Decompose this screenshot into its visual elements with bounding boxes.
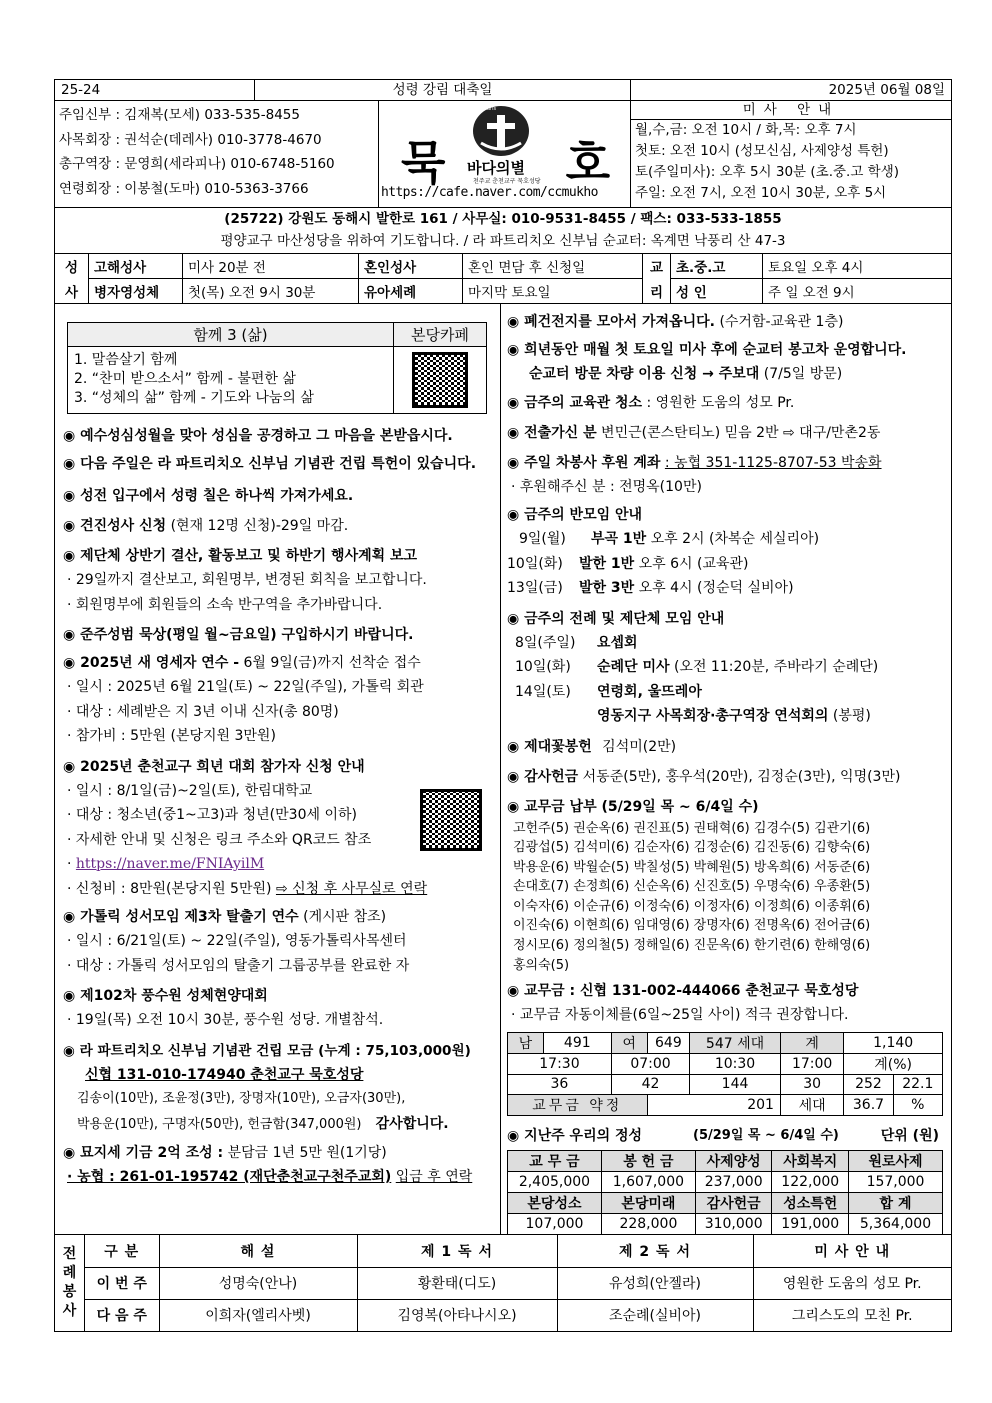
- lm-group: 연령회, 울뜨레아: [597, 683, 702, 700]
- census-total-label: 계: [780, 1032, 843, 1053]
- sac-confession-label: 고해성사: [89, 254, 182, 279]
- logo-char-left: 묵: [401, 136, 446, 190]
- issue-number: 25-24: [55, 80, 255, 100]
- offering-value: 122,000: [772, 1171, 849, 1192]
- jubilee-sub-1: · 일시 : 8/1일(금)~2일(토), 한림대학교: [67, 782, 313, 799]
- pledge-label: 교무금 약정: [508, 1094, 648, 1115]
- dues-line: 손대호(7) 손정희(6) 신순옥(6) 신진호(5) 우명숙(6) 우종환(5): [513, 879, 871, 895]
- transfer-text: 변민근(콘스탄티노) 믿음 2반 ⇨ 대구/만촌2동: [601, 424, 881, 441]
- roster-cell: 그리스도의 모친 Pr.: [753, 1299, 951, 1331]
- notice-pungsuwon: ◉ 제102차 풍수원 성체현양대회: [63, 984, 494, 1008]
- edu-adult-time: 주 일 오전 9시: [768, 284, 855, 301]
- pledge-percent-unit: %: [893, 1094, 942, 1115]
- mass-line-sunday: 주일: 오전 7시, 오전 10시 30분, 오후 5시: [635, 185, 887, 201]
- roster-side-1: 전: [62, 1246, 77, 1262]
- notice-liturgy-meetings: ◉ 금주의 전례 및 제단체 모임 안내: [507, 607, 945, 631]
- thanks-heading: 감사헌금: [524, 768, 579, 785]
- roster-cell: 이희자(엘리사벳): [159, 1299, 357, 1331]
- edu-label-2: 리: [649, 284, 664, 301]
- jubilee-sub-2: · 대상 : 청소년(중1~고3)과 청년(만30세 이하): [67, 807, 357, 823]
- dues-line: 정시모(6) 정의철(5) 정해일(6) 진문옥(6) 한기련(6) 한해영(6): [513, 938, 871, 954]
- prayer-line: 평양교구 마산성당을 위하여 기도합니다. / 라 파트리치오 신부님 순교터: 옥계면 낙풍리 산 47-3: [220, 233, 786, 249]
- lm-note: (오전 11:20분, 주바라기 순례단): [673, 659, 879, 675]
- roster-header: 제 2 독 서: [557, 1235, 753, 1267]
- report-sub-1: · 29일까지 결산보고, 회원명부, 변경된 회칙을 보고합니다.: [67, 572, 427, 588]
- notice-meetings: ◉ 금주의 반모임 안내: [507, 503, 945, 527]
- flowers-heading: 제대꽃봉헌: [524, 738, 592, 755]
- cleaning-heading: 금주의 교육관 청소: [524, 394, 643, 411]
- lm-group: 요셉회: [597, 634, 638, 651]
- roster-cell: 영원한 도움의 성모 Pr.: [753, 1267, 951, 1299]
- mass-line-weekday: 월,수,금: 오전 10시 / 화,목: 오후 7시: [635, 122, 857, 138]
- together-line-3: 3. “성체의 삶” 함께 - 기도와 나눔의 삶: [74, 390, 314, 406]
- meeting-day: 10일(화): [507, 555, 563, 572]
- mass-line-sat: 토(주일미사): 오후 5시 30분 (초.중.고 학생): [635, 164, 899, 180]
- lm-note: (봉평): [832, 708, 871, 724]
- roster-side-4: 사: [62, 1303, 77, 1319]
- census-male: 491: [543, 1032, 611, 1053]
- meeting-time: 오후 6시 (교육관): [638, 555, 749, 572]
- mass-title: 미사 안내: [631, 101, 951, 120]
- contact-district: 총구역장 : 문영희(세라피나) 010-6748-5160: [59, 156, 335, 172]
- census-female-label: 여: [611, 1032, 647, 1053]
- offering-header: 본당성소: [508, 1192, 602, 1213]
- contact-funeral: 연령회장 : 이봉철(도마) 010-5363-3766: [59, 180, 309, 197]
- offering-value: 191,000: [772, 1213, 849, 1234]
- meeting-group: 발한 1반: [579, 555, 635, 572]
- logo-name: 바다의별: [467, 159, 525, 177]
- offering-header: 합 계: [849, 1192, 943, 1213]
- sac-infant-label: 유아세례: [364, 284, 417, 301]
- dues-autopay: · 교무금 자동이체를(6일~25일 사이) 적극 권장합니다.: [511, 1007, 849, 1024]
- parish-logo: [379, 101, 631, 207]
- notice-sacred-heart: ◉ 예수성심성월을 맞아 성심을 공경하고 그 마음을 본받읍시다.: [63, 424, 494, 448]
- lm-day: 14일(토): [515, 683, 571, 700]
- sac-marriage-label: 혼인성사: [359, 254, 462, 279]
- together-box: [67, 322, 487, 414]
- edu-label-1: 교: [649, 260, 664, 277]
- census-table: [507, 1032, 943, 1116]
- offering-header: 교 무 금: [508, 1150, 602, 1171]
- mass-schedule: [631, 101, 951, 207]
- thanks-text: 서동준(5만), 홍우석(20만), 김정순(3만), 익명(3만): [582, 768, 901, 785]
- jubilee-link[interactable]: https://naver.me/FNIAyilM: [75, 856, 265, 872]
- roster-header: 구 분: [85, 1235, 159, 1267]
- offering-header: 사제양성: [695, 1150, 772, 1171]
- jubilee-contact: ⇨ 신청 후 사무실로 연락: [275, 880, 428, 897]
- confirmation-heading: 견진성사 신청: [80, 518, 167, 534]
- pledge-unit: 세대: [780, 1094, 843, 1115]
- notice-seven-gifts: ◉ 성전 입구에서 성령 칠은 하나씩 가져가세요.: [63, 484, 494, 508]
- offering-value: 228,000: [601, 1213, 695, 1234]
- notice-confirmation: [63, 514, 494, 538]
- notice-dues-account: ◉ 교무금 : 신협 131-002-444066 춘천교구 묵호성당: [507, 979, 945, 1003]
- battery-heading: 폐건전지를 모아서 가져옵니다.: [524, 314, 715, 330]
- flowers-text: 김석미(2만): [602, 738, 677, 755]
- sacrament-label-1: 성: [64, 260, 79, 277]
- sac-confession-time: 미사 20분 전: [183, 254, 358, 279]
- battery-text: (수거함-교육관 1층): [719, 314, 844, 330]
- cemetery-heading: 묘지세 기금 2억 조성 :: [80, 1145, 224, 1161]
- address-bar: [55, 208, 951, 254]
- pledge-percent: 36.7: [844, 1094, 893, 1115]
- together-title: 함께 3 (삶): [68, 323, 394, 346]
- census-mass-1730: 17:30: [508, 1053, 612, 1074]
- notice-memorial: ◉ 다음 주일은 라 파트리치오 신부님 기념관 건립 특헌이 있습니다.: [63, 452, 494, 476]
- liturgy-meeting-list: [507, 631, 945, 729]
- offering-header: 사회복지: [772, 1150, 849, 1171]
- jubilee-bullet: ·: [67, 856, 76, 872]
- notice-shuttle: ◉ 희년동안 매월 첫 토요일 미사 후에 순교터 봉고차 운영합니다.: [507, 338, 945, 362]
- bible-sub-1: · 일시 : 6/21일(토) ~ 22일(주일), 영동가톨릭사목센터: [67, 933, 407, 949]
- roster-cell: 김영복(아타나시오): [357, 1299, 557, 1331]
- bulletin: [54, 79, 952, 1332]
- offering-value: 5,364,000: [849, 1213, 943, 1234]
- logo-motto: Stella Maris: [467, 106, 497, 112]
- roster-cell: 유성희(안젤라): [557, 1267, 753, 1299]
- offering-value: 237,000: [695, 1171, 772, 1192]
- edu-youth-label: 초.중.고: [671, 254, 762, 279]
- fundraising-account: 신협 131-010-174940 춘천교구 묵호성당: [85, 1066, 364, 1083]
- census-mass-1700: 17:00: [780, 1053, 843, 1074]
- roster-cell: 황환태(디도): [357, 1267, 557, 1299]
- lm-day: 8일(주일): [515, 634, 576, 651]
- header-bar: [55, 80, 951, 101]
- right-column: [501, 304, 951, 1234]
- cafe-qr-code[interactable]: [412, 352, 468, 408]
- car-donor: · 후원해주신 분 : 전명옥(10만): [511, 478, 702, 495]
- meeting-group: 발한 3반: [579, 580, 635, 596]
- sacrament-table: [55, 254, 951, 304]
- cemetery-tail: 입금 후 연락: [395, 1169, 473, 1185]
- meeting-day: 13일(금): [507, 580, 563, 596]
- masthead: [55, 101, 951, 208]
- pungsuwon-sub: · 19일(목) 오전 10시 30분, 풍수원 성당. 개별참석.: [67, 1012, 384, 1028]
- lm-day: 10일(화): [515, 659, 571, 675]
- census-male-label: 남: [508, 1032, 544, 1053]
- edu-adult-label: 성 인: [676, 284, 707, 301]
- left-column: [55, 304, 501, 1234]
- roster-side-3: 봉: [62, 1284, 77, 1300]
- bible-sub-2: · 대상 : 가톨릭 성서모임의 탈출기 그룹공부를 완료한 자: [67, 957, 410, 974]
- census-count-0700: 42: [611, 1074, 689, 1094]
- contact-list: [55, 101, 379, 207]
- dues-line: 이진숙(6) 이현희(6) 임대영(6) 장명자(6) 전명옥(6) 전어금(6): [513, 918, 871, 934]
- offering-header: 본당미래: [601, 1192, 695, 1213]
- confirmation-text: (현재 12명 신청)-29일 마감.: [170, 518, 349, 534]
- meeting-list: [507, 527, 945, 601]
- offering-header: 원로사제: [849, 1150, 943, 1171]
- together-line-2: 2. “찬미 받으소서” 함께 - 불편한 삶: [74, 371, 296, 387]
- mass-line-first-sat: 첫토: 오전 10시 (성모신심, 사제양성 특헌): [635, 143, 889, 159]
- car-heading: 주일 차봉사 후원 계좌: [524, 454, 661, 471]
- roster-cell: 조순례(실비아): [557, 1299, 753, 1331]
- meeting-time: 오후 2시 (차복순 세실리아): [650, 531, 820, 547]
- roster-week: 이 번 주: [85, 1267, 159, 1299]
- cafe-label: 본당카페: [411, 326, 469, 344]
- cleaning-text: : 영원한 도움의 성모 Pr.: [646, 394, 795, 411]
- jubilee-sub-3: · 자세한 안내 및 신청은 링크 주소와 QR코드 참조: [67, 831, 372, 848]
- census-households: 547 세대: [690, 1032, 781, 1053]
- offering-value: 107,000: [508, 1213, 602, 1234]
- fundraising-thanks: 감사합니다.: [375, 1115, 449, 1132]
- census-count-1730: 36: [508, 1074, 612, 1094]
- roster-cell: 성명숙(안나): [159, 1267, 357, 1299]
- offering-value: 1,607,000: [601, 1171, 695, 1192]
- bible-heading: 가톨릭 성서모임 제3차 탈출기 연수: [80, 909, 299, 925]
- neophyte-sub-2: · 대상 : 세례받은 지 3년 이내 신자(총 80명): [67, 703, 339, 720]
- edu-youth-time: 토요일 오후 4시: [763, 254, 951, 279]
- sacrament-label-2: 사: [64, 284, 79, 301]
- meeting-group: 부곡 1반: [591, 531, 647, 547]
- dues-names: [507, 819, 945, 976]
- together-line-1: 1. 말씀살기 함께: [74, 352, 178, 368]
- offering-unit: 단위 (원): [880, 1127, 939, 1144]
- dues-line: 이숙자(6) 이순규(6) 이정숙(6) 이정자(6) 이정희(6) 이종휘(6): [513, 898, 871, 914]
- fundraising-donors-2: 박용운(10만), 구명자(50만), 헌금함(347,000원): [77, 1116, 362, 1132]
- offering-header: 성소특헌: [772, 1192, 849, 1213]
- jubilee-fee: · 신청비 : 8만원(본당지원 5만원): [67, 880, 272, 897]
- lm-group: 영동지구 사목회장·총구역장 연석회의: [597, 708, 829, 724]
- meeting-row: [507, 576, 945, 601]
- meeting-row: [507, 552, 945, 577]
- neophyte-heading: 2025년 새 영세자 연수 -: [80, 655, 240, 671]
- neophyte-sub-1: · 일시 : 2025년 6월 21일(토) ~ 22일(주일), 가톨릭 회관: [67, 679, 424, 695]
- bible-text: (게시판 참조): [303, 909, 387, 925]
- offering-value: 157,000: [849, 1171, 943, 1192]
- offering-table: [507, 1150, 943, 1235]
- roster-header: 해 설: [159, 1235, 357, 1267]
- offering-header: 감사헌금: [695, 1192, 772, 1213]
- feast-title: 성령 강림 대축일: [255, 80, 631, 100]
- neophyte-text: 6월 9일(금)까지 선착순 접수: [243, 655, 421, 671]
- lm-group: 순례단 미사: [597, 659, 670, 675]
- census-mass-0700: 07:00: [611, 1053, 689, 1074]
- jubilee-qr-code[interactable]: [420, 789, 482, 851]
- offering-header: 봉 헌 금: [601, 1150, 695, 1171]
- fundraising-donors-1: 김송이(10만), 조윤정(3만), 장명자(10만), 오금자(30만),: [77, 1091, 406, 1106]
- offering-heading: [507, 1126, 945, 1146]
- notice-dues: ◉ 교무금 납부 (5/29일 목 ~ 6/4일 수): [507, 795, 945, 819]
- census-count-1700: 30: [780, 1074, 843, 1094]
- notice-imitation: ◉ 준주성범 묵상(평일 월~금요일) 구입하시기 바랍니다.: [63, 623, 494, 647]
- roster-side-2: 례: [62, 1265, 77, 1281]
- census-mass-1030: 10:30: [690, 1053, 781, 1074]
- liturgy-roster: [55, 1235, 951, 1331]
- dues-line: 홍의숙(5): [513, 957, 570, 973]
- census-female: 649: [647, 1032, 690, 1053]
- address-line: (25722) 강원도 동해시 발한로 161 / 사무실: 010-9531-8455 / 팩스: 033-533-1855: [224, 211, 782, 227]
- cemetery-account: · 농협 : 261-01-195742 (재단춘천교구천주교회): [67, 1169, 392, 1185]
- logo-parish: 천주교 춘천교구 묵호성당: [473, 178, 541, 185]
- roster-header: 미 사 안 내: [753, 1235, 951, 1267]
- census-total: 1,140: [844, 1032, 943, 1053]
- sac-marriage-time: 혼인 면담 후 신청일: [463, 254, 642, 279]
- census-attendance-label: 계(%): [844, 1053, 943, 1074]
- offering-value: 310,000: [695, 1213, 772, 1234]
- meeting-day: 9일(월): [519, 531, 566, 547]
- notice-jubilee: ◉ 2025년 춘천교구 희년 대회 참가자 신청 안내: [63, 755, 494, 779]
- contact-pastor: 주임신부 : 김재복(모세) 033-535-8455: [59, 107, 300, 123]
- census-count-1030: 144: [690, 1074, 781, 1094]
- census-count-total: 252: [844, 1074, 893, 1094]
- logo-char-right: 호: [565, 136, 610, 190]
- pledge-count: 201: [647, 1094, 780, 1115]
- notice-report: ◉ 제단체 상반기 결산, 활동보고 및 하반기 행사계획 보고: [63, 544, 494, 568]
- stella-maris-emblem: [471, 105, 531, 157]
- shuttle-sub: 순교터 방문 차량 이용 신청 → 주보대: [529, 366, 760, 382]
- car-account: : 농협 351-1125-8707-53 박송화: [664, 454, 882, 471]
- dues-line: 김광섭(5) 김석미(6) 김순자(6) 김정순(6) 김진동(6) 김향숙(6): [513, 840, 871, 856]
- shuttle-date: (7/5일 방문): [763, 366, 843, 382]
- neophyte-sub-3: · 참가비 : 5만원 (본당지원 3만원): [67, 728, 276, 744]
- cemetery-text: 분담금 1년 5만 원(1기당): [227, 1145, 387, 1161]
- sac-sick-label: 병자영성체: [94, 284, 160, 301]
- main-content: [55, 304, 951, 1235]
- roster-week: 다 음 주: [85, 1299, 159, 1331]
- notice-bible: [63, 905, 494, 929]
- dues-line: 박용운(6) 박월순(5) 박칠성(5) 박혜원(5) 방옥희(6) 서동준(6): [513, 859, 871, 875]
- transfer-heading: 전출가신 분: [524, 424, 597, 441]
- offering-period: (5/29일 목 ~ 6/4일 수): [693, 1127, 839, 1143]
- report-sub-2: · 회원명부에 회원들의 소속 반구역을 추가바랍니다.: [67, 596, 383, 613]
- dues-line: 고헌주(5) 권순옥(6) 권진표(5) 권태혁(6) 김경수(5) 김관기(6): [513, 820, 871, 836]
- cafe-url[interactable]: https://cafe.naver.com/ccmukho: [381, 185, 598, 200]
- meeting-time: 오후 4시 (정순덕 실비아): [638, 580, 794, 596]
- sac-infant-time: 마지막 토요일: [468, 284, 551, 301]
- roster-header: 제 1 독 서: [357, 1235, 557, 1267]
- contact-council: 사목회장 : 권석순(데레사) 010-3778-4670: [59, 131, 322, 148]
- notice-cemetery: [63, 1141, 494, 1165]
- offering-title: ◉ 지난주 우리의 정성: [507, 1126, 693, 1146]
- offering-value: 2,405,000: [508, 1171, 602, 1192]
- notice-fundraising: ◉ 라 파트리치오 신부님 기념관 건립 모금 (누계 : 75,103,000원): [63, 1039, 494, 1063]
- sac-sick-time: 첫(목) 오전 9시 30분: [188, 284, 316, 301]
- roster-table: [85, 1235, 951, 1331]
- bulletin-date: 2025년 06월 08일: [828, 82, 945, 98]
- notice-neophyte: [63, 651, 494, 675]
- meeting-row: [519, 527, 945, 552]
- census-percent: 22.1: [893, 1074, 942, 1094]
